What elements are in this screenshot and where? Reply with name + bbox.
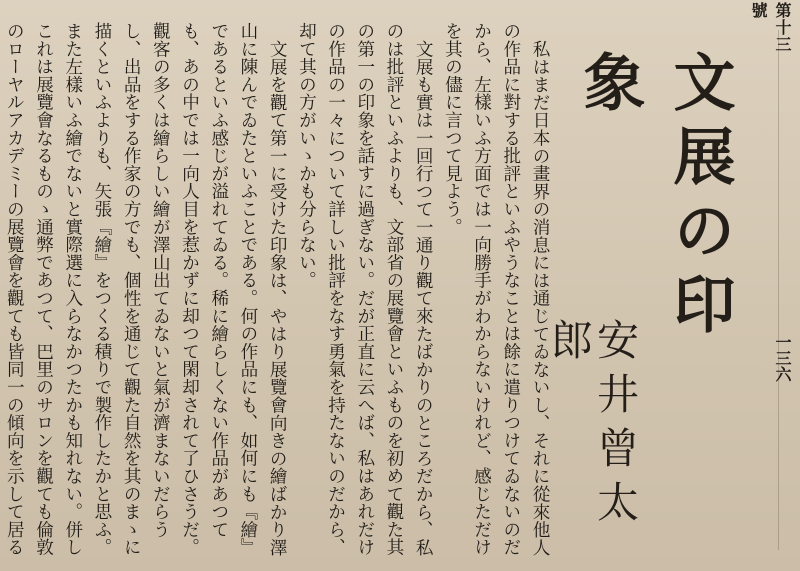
article-body [4,22,554,560]
paragraph: 文展を觀て第一に受けた印象は、やはり展覽會向きの繪ばかり澤山に陳んでゐたといふことである。何の作品にも、如何にも『繪』であるといふ感じが溢れてゐる。稀に繪らしくない作品があつても、あの中では一向人目を惹かずに却つて閑却されて了ひさうだ。觀客の多くは繪らしい繪が澤山出てゐないと氣が濟まないだらうし、出品をする作家の方でも、個性を通じて觀た自然を其のまゝに描くといふよりも、矢張『繪』をつくる積りで製作したかと思ふ。また左樣いふ繪でないと實際選に入らなかつたかも知れない。併しこれは展覽會なるものゝ通弊であつて、巴里のサロンを觀ても倫敦のローヤルアカデミーの展覽會を觀ても皆同一の傾向を示して居る [4,22,288,556]
paragraph: 私はまだ日本の畫界の消息には通じてゐないし、それに從來他人の作品に對する批評といふやうなことは餘に遣りつけてゐないのだから、左樣いふ方面では一向勝手がわからないけれど、感じただけを其の儘に言つて見よう。 [442,22,550,556]
issue-label: 第十三號 [749,2,792,53]
paragraph: 文展も實は一回行つて一通り觀て來たばかりのところだから、私のは批評といふよりも、文部省の展覽會といふものを初めて觀た其の第一の印象を話すに過ぎない。だが正直に云へば、私はあれだけの作品の一々について詳しい批評をなす勇氣を持たないのだから、却て其の方がいゝかも分らない。 [296,22,434,556]
article-title: 文展の印象 [573,50,736,346]
page-number: 一三六 [773,334,792,382]
author-name: 安井曾太郎 [545,318,640,534]
column-rule [778,30,779,550]
